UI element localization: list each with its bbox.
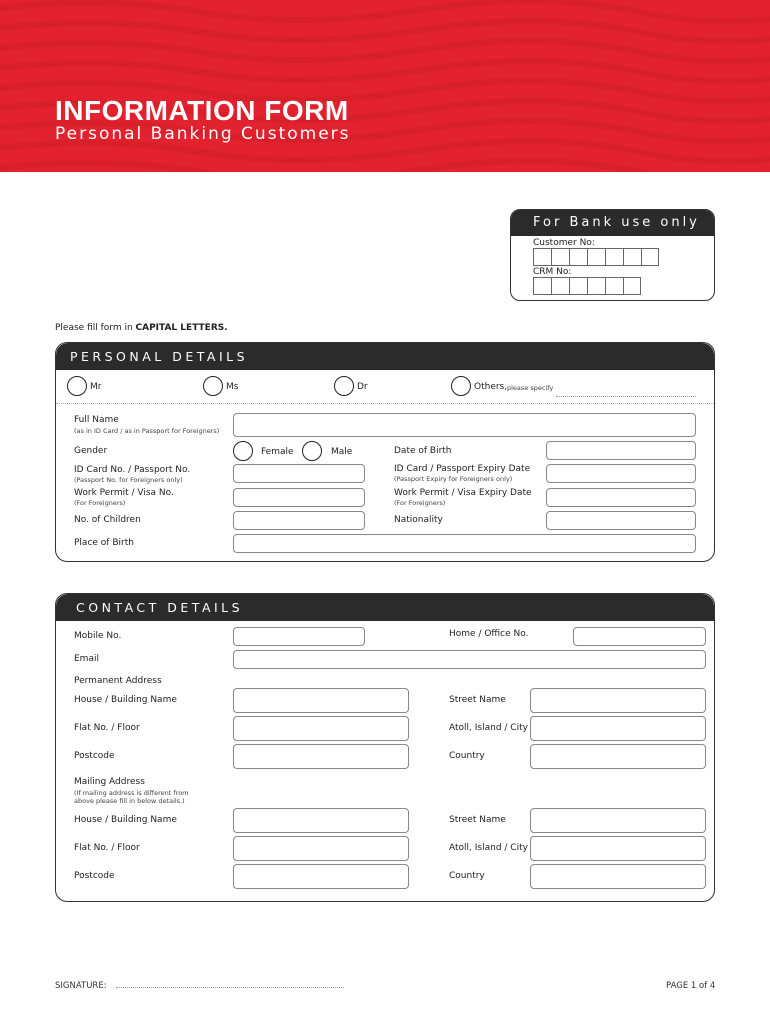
title-others-radio[interactable] (451, 376, 471, 396)
signature-label: SIGNATURE: (55, 981, 107, 991)
pob-input[interactable] (233, 534, 696, 553)
personal-details-heading: PERSONAL DETAILS (56, 343, 714, 370)
gender-female-radio[interactable] (233, 441, 253, 461)
mail-street-label: Street Name (449, 815, 506, 825)
id-hint: (Passport No. for Foreigners only) (74, 476, 183, 484)
gender-male-radio[interactable] (302, 441, 322, 461)
full-name-label: Full Name (74, 415, 119, 425)
permit-expiry-hint: (For Foreigners) (394, 499, 446, 507)
bank-use-heading: For Bank use only (511, 210, 714, 236)
mail-atoll-label: Atoll, Island / City (449, 843, 528, 853)
permit-expiry-input[interactable] (546, 488, 696, 507)
others-specify-line[interactable] (556, 396, 696, 397)
children-input[interactable] (233, 511, 365, 530)
full-name-hint: (as in ID Card / as in Passport for Foreigners) (74, 427, 220, 435)
instruction-emphasis: CAPITAL LETTERS. (135, 323, 228, 333)
title-dr-label: Dr (357, 382, 368, 392)
mail-street-input[interactable] (530, 808, 706, 833)
mail-postcode-label: Postcode (74, 871, 115, 881)
permanent-address-label: Permanent Address (74, 676, 162, 686)
contact-details-heading: CONTACT DETAILS (56, 594, 714, 621)
customer-no-field[interactable] (533, 248, 659, 266)
permit-input[interactable] (233, 488, 365, 507)
personal-details-section (55, 342, 715, 562)
mobile-input[interactable] (233, 627, 365, 646)
permit-hint: (For Foreigners) (74, 499, 126, 507)
email-input[interactable] (233, 650, 706, 669)
gender-male-label: Male (331, 447, 353, 457)
mailing-address-label: Mailing Address (74, 777, 145, 787)
instruction: Please fill form in CAPITAL LETTERS. (55, 323, 228, 333)
customer-no-label: Customer No: (533, 238, 595, 248)
page-subtitle: Personal Banking Customers (55, 124, 351, 144)
permit-label: Work Permit / Visa No. (74, 488, 174, 498)
perm-street-input[interactable] (530, 688, 706, 713)
crm-no-label: CRM No: (533, 267, 572, 277)
mailing-hint-2: above please fill in below details.) (74, 797, 185, 805)
children-label: No. of Children (74, 515, 141, 525)
mail-house-input[interactable] (233, 808, 409, 833)
mail-country-label: Country (449, 871, 485, 881)
title-ms-label: Ms (226, 382, 239, 392)
mailing-hint-1: (If mailing address is different from (74, 789, 189, 797)
id-expiry-hint: (Passport Expiry for Foreigners only) (394, 475, 513, 483)
id-label: ID Card No. / Passport No. (74, 465, 191, 475)
dob-input[interactable] (546, 441, 696, 460)
mail-house-label: House / Building Name (74, 815, 177, 825)
title-mr-label: Mr (90, 382, 102, 392)
perm-atoll-input[interactable] (530, 716, 706, 741)
perm-street-label: Street Name (449, 695, 506, 705)
header-banner (0, 0, 770, 172)
bank-use-box (510, 209, 715, 301)
perm-atoll-label: Atoll, Island / City (449, 723, 528, 733)
title-mr-radio[interactable] (67, 376, 87, 396)
nationality-label: Nationality (394, 515, 443, 525)
full-name-input[interactable] (233, 413, 696, 437)
nationality-input[interactable] (546, 511, 696, 530)
page-title: INFORMATION FORM (55, 95, 349, 126)
perm-country-label: Country (449, 751, 485, 761)
mail-flat-input[interactable] (233, 836, 409, 861)
title-ms-radio[interactable] (203, 376, 223, 396)
crm-no-field[interactable] (533, 277, 641, 295)
id-input[interactable] (233, 464, 365, 483)
mail-postcode-input[interactable] (233, 864, 409, 889)
permit-expiry-label: Work Permit / Visa Expiry Date (394, 488, 532, 498)
mail-flat-label: Flat No. / Floor (74, 843, 140, 853)
perm-country-input[interactable] (530, 744, 706, 769)
pob-label: Place of Birth (74, 538, 134, 548)
title-others-label: Others, (474, 382, 508, 392)
id-expiry-label: ID Card / Passport Expiry Date (394, 464, 531, 474)
perm-postcode-label: Postcode (74, 751, 115, 761)
perm-flat-input[interactable] (233, 716, 409, 741)
perm-house-label: House / Building Name (74, 695, 177, 705)
home-label: Home / Office No. (449, 629, 529, 639)
dob-label: Date of Birth (394, 446, 452, 456)
mail-atoll-input[interactable] (530, 836, 706, 861)
email-label: Email (74, 654, 99, 664)
contact-details-section (55, 593, 715, 902)
gender-label: Gender (74, 446, 108, 456)
wave-pattern (0, 0, 770, 172)
id-expiry-input[interactable] (546, 464, 696, 483)
title-dr-radio[interactable] (334, 376, 354, 396)
mobile-label: Mobile No. (74, 631, 122, 641)
perm-postcode-input[interactable] (233, 744, 409, 769)
others-hint: please specify (507, 384, 554, 392)
perm-flat-label: Flat No. / Floor (74, 723, 140, 733)
row-divider (56, 403, 714, 404)
home-input[interactable] (573, 627, 706, 646)
gender-female-label: Female (261, 447, 294, 457)
perm-house-input[interactable] (233, 688, 409, 713)
signature-line[interactable] (116, 987, 344, 988)
mail-country-input[interactable] (530, 864, 706, 889)
page-number: PAGE 1 of 4 (666, 981, 716, 991)
